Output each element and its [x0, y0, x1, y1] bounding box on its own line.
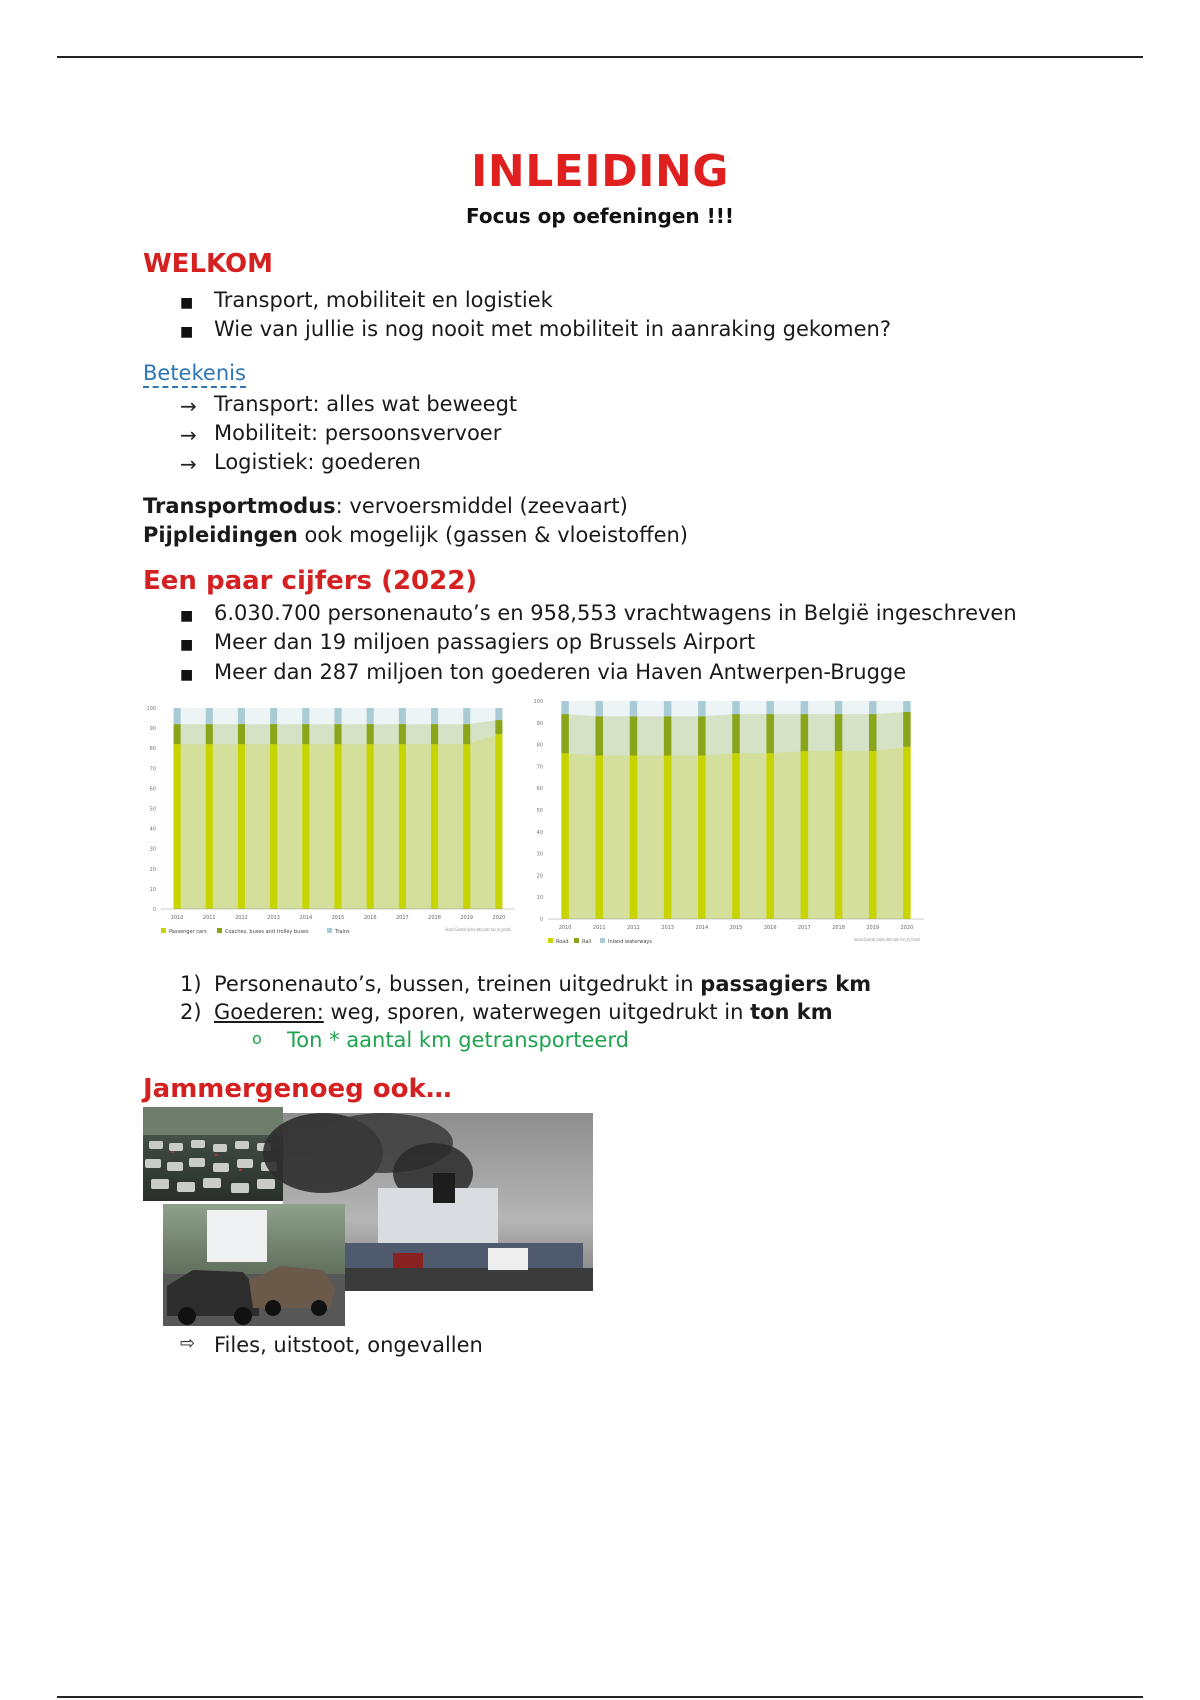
- car-accident-photo: [163, 1204, 345, 1326]
- bar-2013-trains: [270, 708, 277, 724]
- bar-2020-coaches-buses-and-trolley-buses: [495, 720, 502, 734]
- bar-2019-coaches-buses-and-trolley-buses: [463, 724, 470, 744]
- x-tick-label: 2013: [661, 925, 675, 931]
- bar-2014-road: [698, 756, 706, 920]
- bar-2015-inland-waterways: [732, 701, 740, 714]
- cijfers-bullet-3: Meer dan 287 miljoen ton goederen via Haven Antwerpen-Brugge: [214, 660, 907, 684]
- bar-2014-inland-waterways: [698, 701, 706, 716]
- betekenis-item-1: Transport: alles wat beweegt: [214, 392, 518, 416]
- x-tick-label: 2012: [627, 925, 640, 931]
- bottom-rule: [57, 1696, 1143, 1698]
- x-tick-label: 2018: [428, 915, 441, 921]
- x-tick-label: 2017: [797, 925, 811, 931]
- bar-2010-trains: [174, 708, 181, 724]
- numbered-item-2-text: weg, sporen, waterwegen uitgedrukt in: [323, 1000, 751, 1024]
- bar-2018-road: [835, 751, 843, 919]
- y-tick-label: 40: [149, 826, 156, 833]
- x-tick-label: 2011: [592, 925, 606, 931]
- bar-2019-passenger-cars: [463, 744, 470, 909]
- x-tick-label: 2014: [695, 925, 709, 931]
- arrow-icon: →: [180, 423, 197, 447]
- bar-2012-trains: [238, 708, 245, 724]
- bar-2016-road: [766, 753, 774, 919]
- legend-swatch: [600, 938, 605, 943]
- numbered-item-1-bold: passagiers km: [700, 972, 872, 996]
- bar-2013-inland-waterways: [664, 701, 672, 716]
- bar-2010-coaches-buses-and-trolley-buses: [174, 724, 181, 744]
- bar-2017-inland-waterways: [801, 701, 809, 714]
- bar-2011-inland-waterways: [596, 701, 604, 716]
- legend-label: Coaches, buses and trolley buses: [225, 929, 309, 935]
- jammer-heading: Jammergenoeg ook…: [143, 1074, 452, 1104]
- bar-2020-inland-waterways: [903, 701, 911, 712]
- y-tick-label: 10: [536, 895, 543, 902]
- y-tick-label: 80: [149, 746, 156, 753]
- bar-2013-coaches-buses-and-trolley-buses: [270, 724, 277, 744]
- bar-2011-coaches-buses-and-trolley-buses: [206, 724, 213, 744]
- welkom-bullet-2: Wie van jullie is nog nooit met mobiliteit in aanraking gekomen?: [214, 317, 891, 341]
- car-accident-image: [163, 1204, 345, 1326]
- x-tick-label: 2012: [235, 915, 248, 921]
- legend-swatch: [327, 928, 332, 933]
- legend-swatch: [217, 928, 222, 933]
- legend-label: Trains: [335, 929, 350, 935]
- numbered-item-2-underlined: Goederen:: [214, 1000, 324, 1024]
- y-tick-label: 30: [536, 851, 543, 858]
- bar-2014-rail: [698, 716, 706, 755]
- bar-2012-road: [630, 756, 638, 920]
- bar-2011-passenger-cars: [206, 744, 213, 909]
- bar-2011-rail: [596, 716, 604, 755]
- bar-2020-rail: [903, 712, 911, 747]
- legend-swatch: [161, 928, 166, 933]
- legend-label: Rail: [582, 939, 592, 945]
- chart-freight-svg: [532, 693, 932, 965]
- numbered-item-2: [214, 1000, 833, 1024]
- legend-label: Inland waterways: [608, 939, 652, 945]
- chart-source-note: Source: Eurostat (online data code: tran_hv_psmod): [445, 927, 512, 932]
- bar-2016-trains: [367, 708, 374, 724]
- bar-2018-rail: [835, 714, 843, 751]
- cijfers-heading: Een paar cijfers (2022): [143, 566, 478, 596]
- chart-passenger-svg: [145, 700, 523, 955]
- bar-2019-trains: [463, 708, 470, 724]
- bar-2013-rail: [664, 716, 672, 755]
- bar-2015-coaches-buses-and-trolley-buses: [334, 724, 341, 744]
- betekenis-item-2: Mobiliteit: persoonsvervoer: [214, 421, 502, 445]
- bar-2020-trains: [495, 708, 502, 720]
- bar-2020-road: [903, 747, 911, 919]
- bar-2011-trains: [206, 708, 213, 724]
- bar-2017-coaches-buses-and-trolley-buses: [399, 724, 406, 744]
- x-tick-label: 2019: [460, 915, 474, 921]
- page-title: INLEIDING: [471, 146, 729, 197]
- x-tick-label: 2014: [299, 915, 313, 921]
- transportmodus-text: : vervoersmiddel (zeevaart): [335, 494, 628, 518]
- y-tick-label: 50: [536, 808, 543, 814]
- bar-2011-road: [596, 756, 604, 920]
- x-tick-label: 2011: [202, 915, 216, 921]
- traffic-jam-image: [143, 1107, 283, 1201]
- y-tick-label: 10: [149, 886, 156, 893]
- bullet-marker: ■: [180, 667, 194, 683]
- bar-2018-trains: [431, 708, 438, 724]
- arrow-right-icon: ⇨: [180, 1333, 196, 1354]
- legend-label: Road: [556, 939, 569, 945]
- numbered-marker-2: 2): [180, 1000, 202, 1024]
- x-tick-label: 2019: [866, 925, 880, 931]
- betekenis-item-3: Logistiek: goederen: [214, 450, 421, 474]
- pijpleidingen-term: Pijpleidingen: [143, 523, 298, 547]
- bar-2016-inland-waterways: [766, 701, 774, 714]
- bar-2015-trains: [334, 708, 341, 724]
- bar-2012-passenger-cars: [238, 744, 245, 909]
- x-tick-label: 2013: [267, 915, 281, 921]
- sub-item-text: Ton * aantal km getransporteerd: [287, 1028, 629, 1052]
- bar-2018-inland-waterways: [835, 701, 843, 714]
- x-tick-label: 2020: [900, 925, 914, 931]
- welkom-bullet-1: Transport, mobiliteit en logistiek: [214, 288, 553, 312]
- transportmodus-term: Transportmodus: [143, 494, 336, 518]
- traffic-jam-photo: [143, 1107, 283, 1201]
- x-tick-label: 2015: [729, 925, 743, 931]
- x-tick-label: 2018: [832, 925, 845, 931]
- y-tick-label: 100: [533, 699, 543, 705]
- pijpleidingen-line: [143, 523, 688, 547]
- x-tick-label: 2020: [492, 915, 506, 921]
- pijpleidingen-text: ook mogelijk (gassen & vloeistoffen): [297, 523, 688, 547]
- bar-2016-passenger-cars: [367, 744, 374, 909]
- y-tick-label: 60: [149, 786, 156, 793]
- welkom-heading: WELKOM: [143, 249, 273, 279]
- bar-2013-passenger-cars: [270, 744, 277, 909]
- y-tick-label: 90: [149, 726, 156, 733]
- bullet-marker: ■: [180, 608, 194, 624]
- bar-2017-trains: [399, 708, 406, 724]
- page-subtitle: Focus op oefeningen !!!: [466, 204, 734, 228]
- bar-2012-inland-waterways: [630, 701, 638, 716]
- numbered-item-2-bold: ton km: [750, 1000, 833, 1024]
- y-tick-label: 70: [536, 764, 543, 771]
- bar-2010-passenger-cars: [174, 744, 181, 909]
- bar-2019-rail: [869, 714, 877, 751]
- y-tick-label: 90: [536, 720, 543, 727]
- x-tick-label: 2010: [558, 925, 572, 931]
- x-tick-label: 2016: [763, 925, 777, 931]
- x-tick-label: 2017: [395, 915, 409, 921]
- arrow-icon: →: [180, 394, 197, 418]
- x-tick-label: 2015: [331, 915, 345, 921]
- bar-2014-coaches-buses-and-trolley-buses: [302, 724, 309, 744]
- y-tick-label: 80: [536, 742, 543, 749]
- transportmodus-line: [143, 494, 628, 518]
- bar-2020-passenger-cars: [495, 734, 502, 909]
- bar-2017-rail: [801, 714, 809, 751]
- y-tick-label: 0: [152, 907, 156, 913]
- bar-2016-rail: [766, 714, 774, 753]
- y-tick-label: 0: [539, 917, 543, 923]
- chart-source-note: Source: Eurostat (online data code: tran_hv_frmod): [854, 937, 921, 942]
- bar-2015-passenger-cars: [334, 744, 341, 909]
- y-tick-label: 20: [536, 873, 543, 880]
- y-tick-label: 60: [536, 786, 543, 793]
- bar-2018-coaches-buses-and-trolley-buses: [431, 724, 438, 744]
- chart-freight-modal-split: [532, 693, 932, 965]
- y-tick-label: 70: [149, 766, 156, 773]
- numbered-item-1-text: Personenauto’s, bussen, treinen uitgedrukt in: [214, 972, 701, 996]
- bullet-marker: ■: [180, 324, 194, 340]
- bar-2013-road: [664, 756, 672, 920]
- top-rule: [57, 56, 1143, 58]
- cijfers-bullet-1: 6.030.700 personenauto’s en 958,553 vrachtwagens in België ingeschreven: [214, 601, 1017, 625]
- bar-2012-rail: [630, 716, 638, 755]
- bar-2019-inland-waterways: [869, 701, 877, 714]
- bar-2010-inland-waterways: [561, 701, 569, 714]
- bar-2010-road: [561, 753, 569, 919]
- betekenis-link[interactable]: Betekenis: [143, 361, 246, 388]
- bar-2018-passenger-cars: [431, 744, 438, 909]
- bar-2012-coaches-buses-and-trolley-buses: [238, 724, 245, 744]
- numbered-item-1: [214, 972, 871, 996]
- bar-2019-road: [869, 751, 877, 919]
- bar-2014-trains: [302, 708, 309, 724]
- y-tick-label: 20: [149, 866, 156, 873]
- y-tick-label: 50: [149, 806, 156, 813]
- x-tick-label: 2016: [363, 915, 377, 921]
- arrow-icon: →: [180, 452, 197, 476]
- bullet-marker: ■: [180, 637, 194, 653]
- chart-passenger-modal-split: [145, 700, 523, 955]
- legend-swatch: [548, 938, 553, 943]
- bar-2014-passenger-cars: [302, 744, 309, 909]
- bar-2017-road: [801, 751, 809, 919]
- bar-2010-rail: [561, 714, 569, 753]
- legend-label: Passenger cars: [169, 929, 207, 935]
- jammer-caption: Files, uitstoot, ongevallen: [214, 1333, 483, 1357]
- y-tick-label: 40: [536, 829, 543, 836]
- x-tick-label: 2010: [170, 915, 184, 921]
- bar-2015-rail: [732, 714, 740, 753]
- bar-2016-coaches-buses-and-trolley-buses: [367, 724, 374, 744]
- cijfers-bullet-2: Meer dan 19 miljoen passagiers op Brussels Airport: [214, 630, 756, 654]
- sub-item-marker: o: [252, 1029, 262, 1048]
- numbered-marker-1: 1): [180, 972, 202, 996]
- legend-swatch: [574, 938, 579, 943]
- y-tick-label: 30: [149, 846, 156, 853]
- y-tick-label: 100: [146, 706, 156, 712]
- bar-2015-road: [732, 753, 740, 919]
- bullet-marker: ■: [180, 295, 194, 311]
- bar-2017-passenger-cars: [399, 744, 406, 909]
